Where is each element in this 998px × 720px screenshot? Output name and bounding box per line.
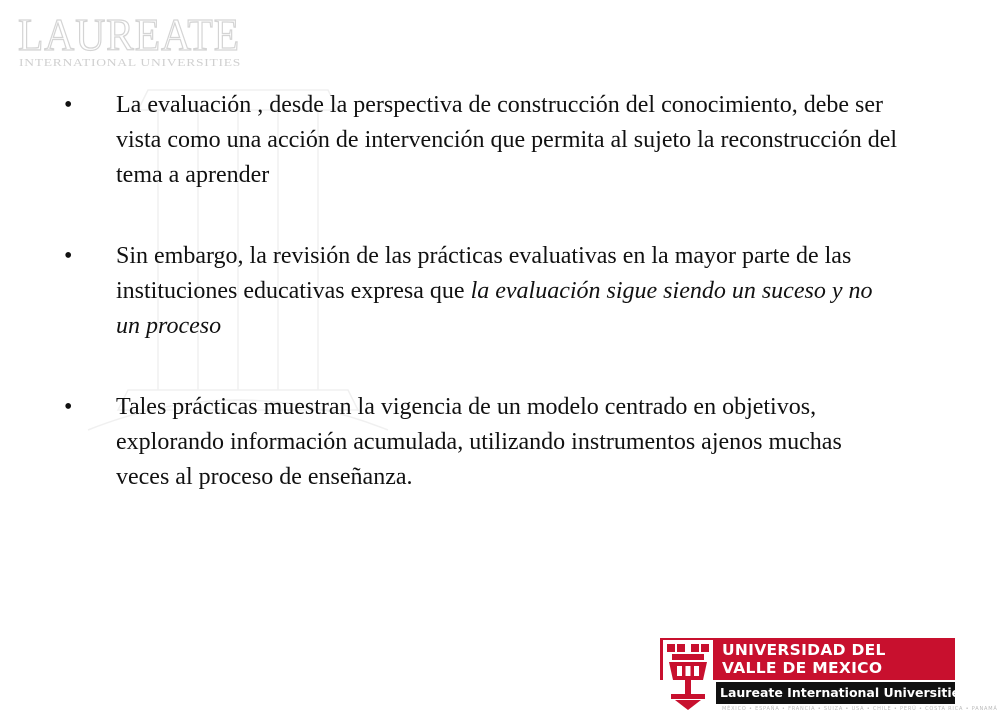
uvm-name-line1: UNIVERSIDAD DEL [722,641,886,659]
uvm-name-line2: VALLE DE MEXICO [722,659,883,677]
laureate-watermark-subtitle: INTERNATIONAL UNIVERSITIES [19,57,241,69]
bullet-marker: • [64,92,73,118]
uvm-countries: MÉXICO • ESPAÑA • FRANCIA • SUIZA • USA • CHILE • PERÚ • COSTA RICA • PANAMÁ [722,706,998,712]
bullet-item [60,239,900,344]
bullet-text-italic: la evaluación sigue siendo un suceso y no un proceso [116,278,873,339]
bullet-text [116,239,900,344]
uvm-logo [660,638,998,718]
uvm-laureate-tagline: Laureate International Universities® [720,685,981,700]
bullet-marker: • [64,243,73,269]
bullet-text: Tales prácticas muestran la vigencia de un modelo centrado en objetivos, explorando información acumulada, utilizando instrumentos ajenos muchas veces al proceso de enseñanza. [116,394,842,490]
bullet-marker: • [64,394,73,420]
bullet-item [60,88,900,193]
uvm-name [722,641,886,677]
bullet-text: La evaluación , desde la perspectiva de construcción del conocimiento, debe ser vista como una acción de intervención que permita al sujeto la reconstrucción del tema a aprender [116,92,898,188]
slide-content [60,88,900,541]
bullet-text-plain: Sin embargo, la revisión de las prácticas evaluativas en la mayor parte de las instituciones educativas expresa que [116,243,852,304]
uvm-seal-icon [663,640,713,712]
bullet-item [60,390,900,495]
laureate-watermark-logo [18,9,248,72]
laureate-watermark-brand: LAUREATE [18,9,240,60]
